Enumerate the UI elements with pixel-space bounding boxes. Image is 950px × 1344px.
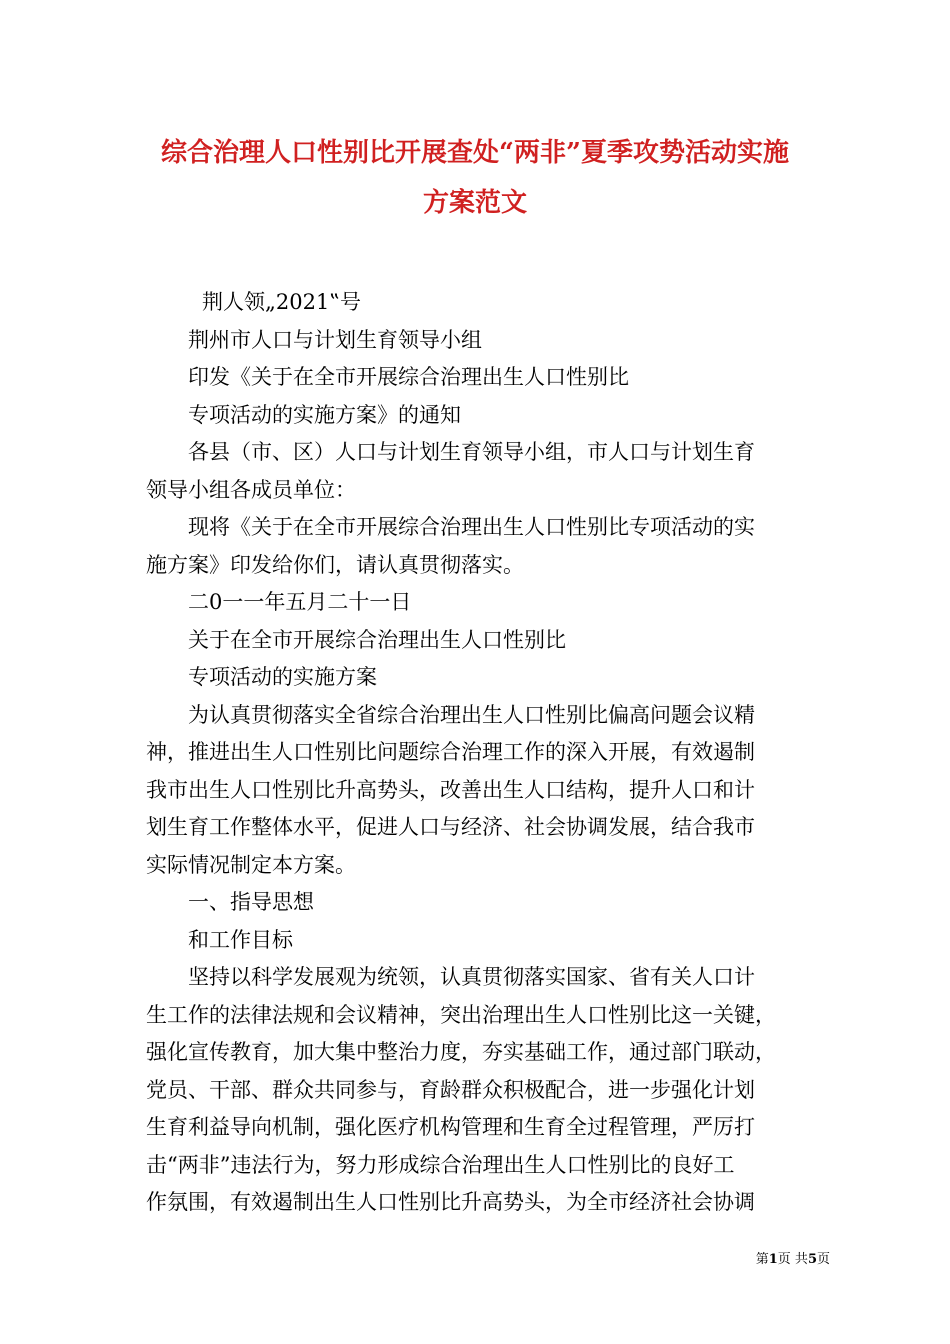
paragraph-line: 实际情况制定本方案。 — [146, 852, 356, 877]
footer-middle: 页 共 — [777, 1252, 808, 1267]
paragraph-line: 专项活动的实施方案 — [188, 665, 377, 689]
paragraph-line: 生育利益导向机制，强化医疗机构管理和生育全过程管理，严厉打 — [146, 1115, 755, 1139]
issue-date — [146, 584, 806, 622]
footer-current-page: 1 — [768, 1252, 778, 1267]
notice-body-paragraph — [146, 509, 806, 584]
paragraph-line: 生工作的法律法规和会议精神，突出治理出生人口性别比这一关键， — [146, 1002, 776, 1027]
issuing-authority — [146, 322, 806, 360]
paragraph-line: 印发《关于在全市开展综合治理出生人口性别比 — [188, 365, 629, 389]
paragraph-line: 荆州市人口与计划生育领导小组 — [188, 327, 482, 352]
addressees-paragraph — [146, 434, 806, 509]
paragraph-line: 荆人领„2021‟号 — [202, 290, 362, 314]
section-heading-1-cont — [146, 922, 806, 960]
footer-suffix: 页 — [816, 1252, 830, 1267]
paragraph-line: 一、指导思想 — [188, 890, 314, 914]
paragraph-line: 施方案》印发给你们，请认真贯彻落实。 — [146, 552, 524, 577]
paragraph-line: 坚持以科学发展观为统领，认真贯彻落实国家、省有关人口计 — [188, 965, 755, 989]
footer-total-pages: 5 — [807, 1252, 817, 1267]
page-footer — [690, 1248, 830, 1267]
paragraph-line: 党员、干部、群众共同参与，育龄群众积极配合，进一步强化计划 — [146, 1077, 755, 1102]
plan-title-line-2 — [146, 659, 806, 697]
paragraph-line: 作氛围，有效遏制出生人口性别比升高势头，为全市经济社会协调 — [146, 1190, 755, 1214]
plan-title-line-1 — [146, 622, 806, 660]
paragraph-line: 各县（市、区）人口与计划生育领导小组，市人口与计划生育 — [188, 440, 755, 464]
notice-title-line-2 — [146, 397, 806, 435]
paragraph-line: 领导小组各成员单位： — [146, 477, 356, 502]
paragraph-line: 击“两非”违法行为，努力形成综合治理出生人口性别比的良好工 — [146, 1152, 735, 1177]
paragraph-line: 划生育工作整体水平，促进人口与经济、社会协调发展，结合我市 — [146, 815, 755, 839]
paragraph-line: 关于在全市开展综合治理出生人口性别比 — [188, 627, 566, 652]
paragraph-line: 强化宣传教育，加大集中整治力度，夯实基础工作，通过部门联动， — [146, 1040, 776, 1064]
title-line-2: 方案范文 — [422, 188, 527, 218]
doc-number — [146, 284, 806, 322]
paragraph-line: 二0一一年五月二十一日 — [188, 590, 412, 614]
paragraph-line: 我市出生人口性别比升高势头，改善出生人口结构，提升人口和计 — [146, 777, 755, 802]
intro-paragraph — [146, 697, 806, 885]
paragraph-line: 为认真贯彻落实全省综合治理出生人口性别比偏高问题会议精 — [188, 702, 755, 727]
title-line-1: 综合治理人口性别比开展查处“两非”夏季攻势活动实施 — [161, 138, 789, 168]
document-title — [120, 128, 830, 228]
paragraph-line: 专项活动的实施方案》的通知 — [188, 402, 461, 427]
paragraph-line: 和工作目标 — [188, 927, 293, 952]
footer-prefix: 第 — [755, 1252, 769, 1267]
paragraph-line: 现将《关于在全市开展综合治理出生人口性别比专项活动的实 — [188, 515, 755, 539]
section-heading-1 — [146, 884, 806, 922]
document-body — [146, 284, 806, 1222]
notice-title-line-1 — [146, 359, 806, 397]
guidance-paragraph — [146, 959, 806, 1222]
paragraph-line: 神，推进出生人口性别比问题综合治理工作的深入开展，有效遏制 — [146, 740, 755, 764]
